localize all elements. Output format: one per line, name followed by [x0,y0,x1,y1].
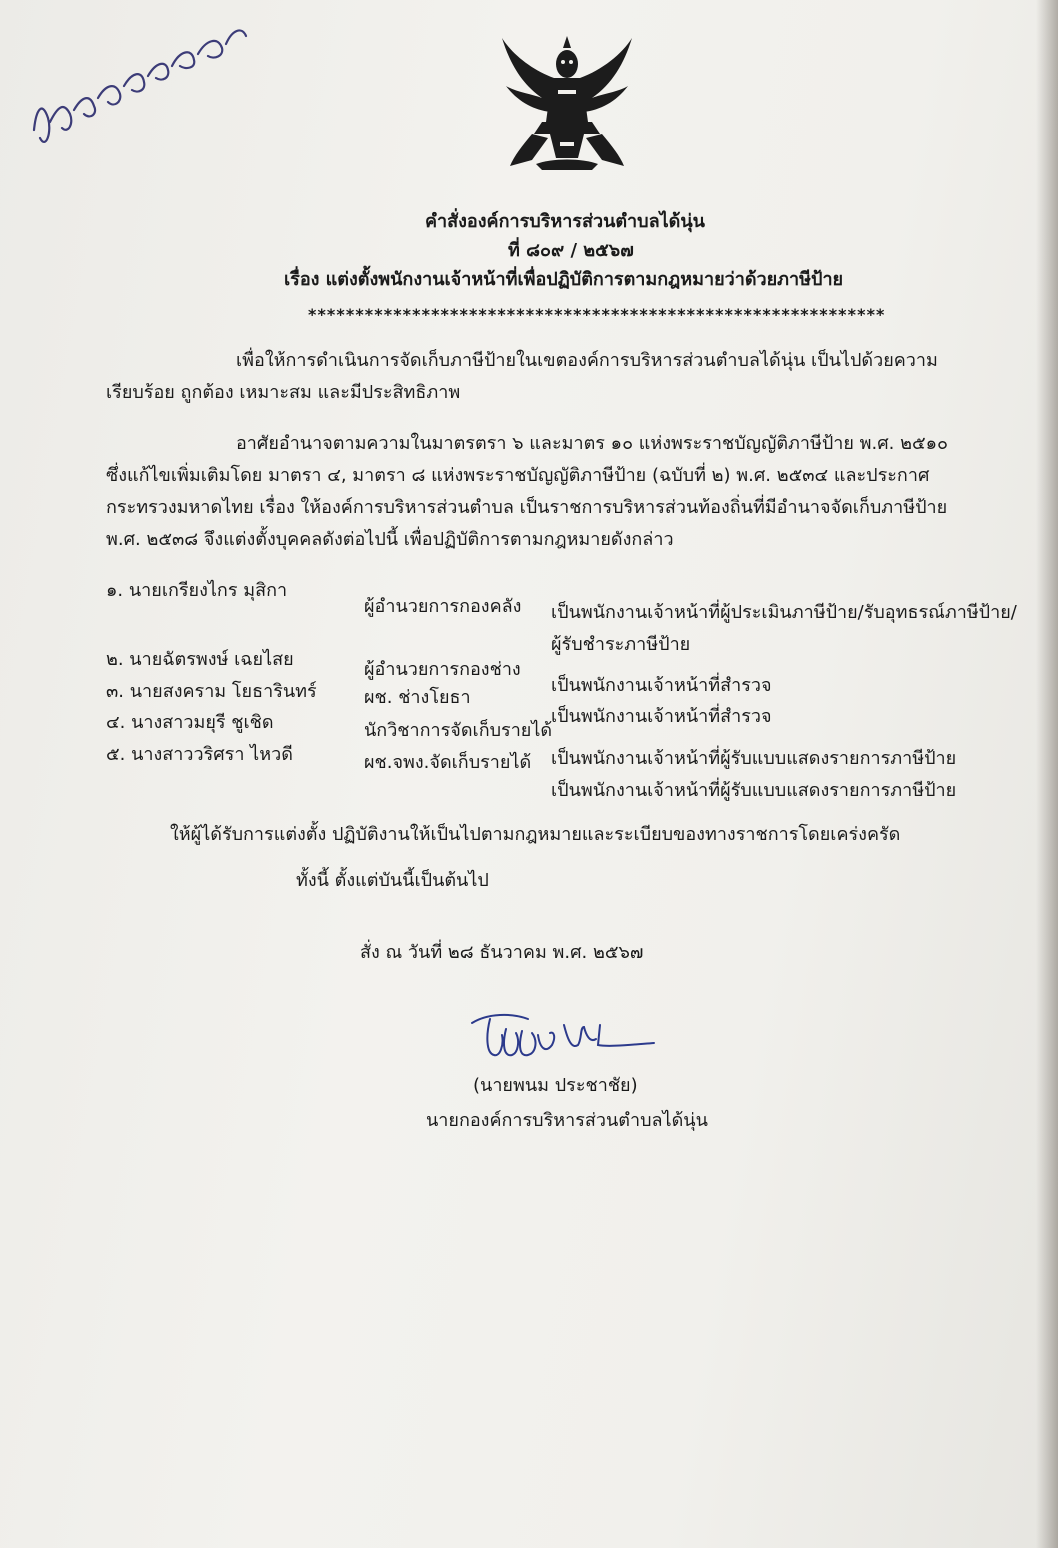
paragraph-authority-line2: ซึ่งแก้ไขเพิ่มเติมโดย มาตรา ๔, มาตรา ๘ แห่งพระราชบัญญัติภาษีป้าย (ฉบับที่ ๒) พ.ศ. ๒๕๓๔ และประกาศ [106,465,930,486]
appointee-position: ผู้อำนวยการกองคลัง [364,596,522,617]
appointee-position: ผช. ช่างโยธา [364,687,471,708]
garuda-emblem [492,34,642,174]
appointee-duty: เป็นพนักงานเจ้าหน้าที่ผู้รับแบบแสดงรายการภาษีป้าย [551,748,957,769]
effective-text: ทั้งนี้ ตั้งแต่บันนี้เป็นต้นไป [296,870,489,891]
separator-stars: ************************************************************* [308,305,886,324]
paragraph-purpose-line1: เพื่อให้การดำเนินการจัดเก็บภาษีป้ายในเขตองค์การบริหารส่วนตำบลได้นุ่น เป็นไปด้วยความ [236,350,938,371]
signature [468,1005,658,1075]
order-number: ที่ ๘๐๙ / ๒๕๖๗ [508,240,634,261]
order-date: สั่ง ณ วันที่ ๒๘ ธันวาคม พ.ศ. ๒๕๖๗ [360,942,644,963]
appointee-duty: เป็นพนักงานเจ้าหน้าที่ผู้ประเมินภาษีป้าย/รับอุทธรณ์ภาษีป้าย/ [551,602,1017,623]
appointee-position: ผช.จพง.จัดเก็บรายได้ [364,752,532,773]
paragraph-authority-line4: พ.ศ. ๒๕๓๘ จึงแต่งตั้งบุคคลดังต่อไปนี้ เพื่อปฏิบัติการตามกฎหมายดังกล่าว [106,529,674,550]
appointee-name: ๔. นางสาวมยุรี ชูเชิด [106,712,274,733]
appointee-duty: เป็นพนักงานเจ้าหน้าที่สำรวจ [551,675,772,696]
appointee-duty: เป็นพนักงานเจ้าหน้าที่ผู้รับแบบแสดงรายการภาษีป้าย [551,780,957,801]
appointee-name: ๕. นางสาววริศรา ไหวดี [106,744,293,765]
signatory-name: (นายพนม ประชาชัย) [473,1075,638,1096]
paragraph-purpose-line2: เรียบร้อย ถูกต้อง เหมาะสม และมีประสิทธิภาพ [106,382,461,403]
appointee-duty: เป็นพนักงานเจ้าหน้าที่สำรวจ [551,706,772,727]
order-subject: เรื่อง แต่งตั้งพนักงานเจ้าหน้าที่เพื่อปฏิบัติการตามกฎหมายว่าด้วยภาษีป้าย [284,269,844,290]
handwritten-note [28,10,258,160]
appointee-position: นักวิชาการจัดเก็บรายได้ [364,720,553,741]
appointee-name: ๑. นายเกรียงไกร มุสิกา [106,580,288,601]
paragraph-authority-line1: อาศัยอำนาจตามความในมาตรตรา ๖ และมาตร ๑๐ แห่งพระราชบัญญัติภาษีป้าย พ.ศ. ๒๕๑๐ [236,433,949,454]
appointee-name: ๒. นายฉัตรพงษ์ เฉยไสย [106,649,294,670]
appointee-name: ๓. นายสงคราม โยธารินทร์ [106,681,317,702]
appointee-position: ผู้อำนวยการกองช่าง [364,659,521,680]
signatory-title: นายกองค์การบริหารส่วนตำบลได้นุ่น [426,1110,708,1131]
order-issuer: คำสั่งองค์การบริหารส่วนตำบลได้นุ่น [425,211,705,232]
instruction-text: ให้ผู้ได้รับการแต่งตั้ง ปฏิบัติงานให้เป็นไปตามกฎหมายและระเบียบของทางราชการโดยเคร่งครัด [170,824,901,845]
paragraph-authority-line3: กระทรวงมหาดไทย เรื่อง ให้องค์การบริหารส่วนตำบล เป็นราชการบริหารส่วนท้องถิ่นที่มีอำนาจจัดเก็บภาษีป้าย [106,497,948,518]
appointee-duty-continued: ผู้รับชำระภาษีป้าย [551,634,691,655]
